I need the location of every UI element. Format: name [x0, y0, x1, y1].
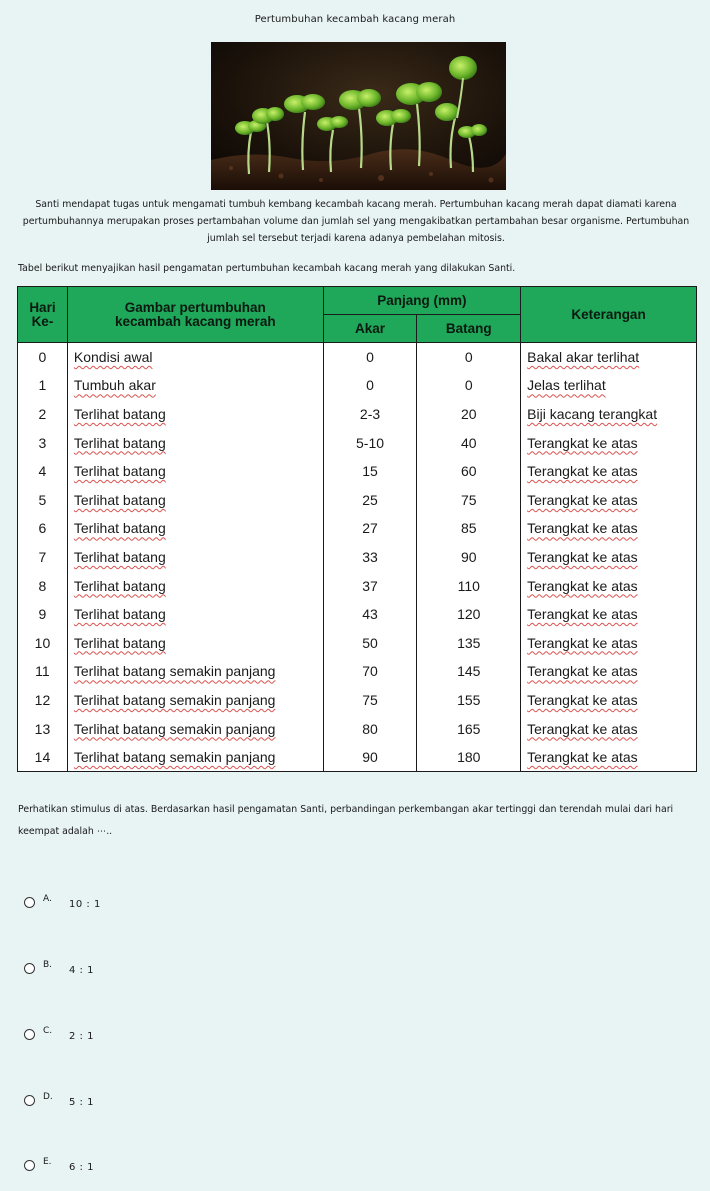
cell-root-text: 70 [362, 663, 378, 680]
cell-day [18, 714, 68, 743]
cell-picture [67, 485, 323, 514]
header-length: Panjang (mm) [323, 287, 520, 315]
cell-picture-text: Terlihat batang [73, 634, 166, 651]
header-note: Keterangan [521, 287, 697, 343]
cell-day [18, 428, 68, 457]
cell-picture [67, 686, 323, 715]
cell-day-text: 8 [38, 577, 47, 594]
option-letter: E. [43, 1157, 52, 1167]
cell-day [18, 371, 68, 400]
header-stem: Batang [417, 315, 521, 343]
cell-day-text: 12 [34, 691, 51, 708]
cell-day-text: 3 [38, 434, 47, 451]
cell-note [521, 343, 697, 372]
cell-note [521, 600, 697, 629]
cell-day-text: 14 [34, 748, 51, 765]
radio-button[interactable] [24, 963, 35, 974]
cell-stem [417, 571, 521, 600]
intro-paragraph: Santi mendapat tugas untuk mengamati tumbuh kembang kecambah kacang merah. Pertumbuhan kacang merah dapat diamati karena pertumbuhannya merupakan proses pertambahan volume dan jumlah sel yang mengakibatkan pertambahan besar organisme. Pertumbuhan jumlah sel tersebut terjadi karena adanya pembelahan mitosis. [22, 199, 690, 244]
header-day-line1: Hari [29, 299, 56, 315]
cell-root [323, 400, 417, 429]
table-row [18, 571, 697, 600]
cell-stem-text: 180 [457, 748, 481, 765]
cell-note [521, 457, 697, 486]
header-day [18, 287, 68, 343]
cell-root-text: 5-10 [356, 434, 385, 451]
cell-picture [67, 400, 323, 429]
cell-note-text: Terangkat ke atas [527, 691, 638, 708]
cell-day [18, 600, 68, 629]
cell-stem-text: 145 [457, 663, 481, 680]
cell-note [521, 743, 697, 772]
cell-root-text: 50 [362, 634, 378, 651]
option-d[interactable] [24, 1090, 94, 1110]
cell-day [18, 514, 68, 543]
option-e[interactable] [24, 1155, 94, 1175]
cell-picture-text: Terlihat batang [73, 520, 166, 537]
radio-button[interactable] [24, 1095, 35, 1106]
table-row [18, 657, 697, 686]
option-letter: D. [43, 1092, 53, 1102]
radio-button[interactable] [24, 1160, 35, 1171]
cell-picture-text: Tumbuh akar [73, 377, 156, 394]
header-picture-line2: kecambah kacang merah [114, 313, 276, 329]
cell-picture-text: Terlihat batang [73, 606, 166, 623]
cell-day-text: 1 [38, 377, 47, 394]
cell-note-text: Terangkat ke atas [527, 491, 638, 508]
cell-day-text: 6 [38, 520, 47, 537]
cell-root-text: 0 [366, 349, 374, 366]
cell-note-text: Terangkat ke atas [527, 606, 638, 623]
cell-root [323, 743, 417, 772]
cell-day-text: 4 [38, 463, 47, 480]
cell-note-text: Bakal akar terlihat [527, 349, 640, 366]
cell-note-text: Terangkat ke atas [527, 748, 638, 765]
cell-stem [417, 686, 521, 715]
header-picture-line1: Gambar pertumbuhan [124, 299, 266, 315]
cell-note-text: Terangkat ke atas [527, 548, 638, 565]
cell-root-text: 15 [362, 463, 378, 480]
cell-note [521, 686, 697, 715]
cell-root [323, 686, 417, 715]
cell-note [521, 371, 697, 400]
cell-root [323, 485, 417, 514]
cell-day-text: 13 [34, 720, 51, 737]
cell-root [323, 514, 417, 543]
cell-stem-text: 20 [460, 405, 477, 422]
cell-picture-text: Terlihat batang [73, 491, 166, 508]
cell-picture [67, 428, 323, 457]
cell-picture [67, 571, 323, 600]
table-row [18, 628, 697, 657]
cell-day-text: 5 [38, 491, 47, 508]
cell-stem-text: 85 [460, 520, 477, 537]
cell-stem-text: 135 [457, 634, 481, 651]
table-row [18, 543, 697, 572]
cell-stem-text: 0 [464, 349, 473, 366]
table-row [18, 485, 697, 514]
table-row [18, 457, 697, 486]
cell-stem [417, 400, 521, 429]
cell-day [18, 686, 68, 715]
radio-button[interactable] [24, 1029, 35, 1040]
cell-stem [417, 457, 521, 486]
cell-day [18, 343, 68, 372]
cell-day [18, 657, 68, 686]
cell-day [18, 400, 68, 429]
table-row [18, 400, 697, 429]
cell-root [323, 571, 417, 600]
table-row [18, 514, 697, 543]
cell-stem [417, 714, 521, 743]
option-text: 4 : 1 [69, 964, 94, 976]
cell-day-text: 0 [38, 349, 47, 366]
cell-note [521, 714, 697, 743]
cell-note-text: Terangkat ke atas [527, 663, 638, 680]
observation-table [17, 286, 697, 772]
cell-day [18, 485, 68, 514]
cell-root [323, 714, 417, 743]
cell-root [323, 371, 417, 400]
cell-note-text: Terangkat ke atas [527, 720, 638, 737]
cell-root [323, 343, 417, 372]
cell-note [521, 571, 697, 600]
cell-root-text: 25 [362, 491, 378, 508]
option-a[interactable] [24, 892, 101, 912]
cell-note-text: Terangkat ke atas [527, 634, 638, 651]
cell-picture [67, 600, 323, 629]
cell-picture-text: Terlihat batang [73, 577, 166, 594]
option-b[interactable] [24, 958, 94, 978]
cell-stem [417, 514, 521, 543]
cell-root-text: 80 [362, 720, 378, 737]
cell-stem-text: 75 [460, 491, 477, 508]
cell-root [323, 600, 417, 629]
cell-stem [417, 371, 521, 400]
cell-stem-text: 110 [457, 577, 480, 594]
cell-stem-text: 40 [460, 434, 477, 451]
cell-note [521, 400, 697, 429]
option-text: 10 : 1 [69, 898, 101, 910]
cell-picture [67, 714, 323, 743]
question-text: Perhatikan stimulus di atas. Berdasarkan hasil pengamatan Santi, perbandingan perkembangan akar tertinggi dan terendah mulai dari hari keempat adalah ⋯.. [18, 804, 674, 837]
cell-note-text: Jelas terlihat [527, 377, 606, 394]
cell-stem [417, 543, 521, 572]
cell-picture [67, 343, 323, 372]
cell-picture-text: Terlihat batang [73, 463, 166, 480]
cell-note [521, 628, 697, 657]
seedling-photo [211, 42, 506, 190]
cell-note [521, 485, 697, 514]
table-row [18, 743, 697, 772]
cell-day [18, 543, 68, 572]
cell-root [323, 543, 417, 572]
cell-picture-text: Terlihat batang [73, 405, 166, 422]
cell-stem-text: 90 [460, 548, 477, 565]
cell-picture [67, 657, 323, 686]
option-text: 2 : 1 [69, 1030, 94, 1042]
cell-stem-text: 155 [457, 691, 481, 708]
table-row [18, 714, 697, 743]
table-row [18, 428, 697, 457]
cell-note-text: Terangkat ke atas [527, 520, 638, 537]
cell-day-text: 9 [38, 606, 47, 623]
cell-stem [417, 743, 521, 772]
cell-picture-text: Terlihat batang semakin panjang [73, 663, 276, 680]
cell-root-text: 2-3 [359, 405, 381, 422]
radio-button[interactable] [24, 897, 35, 908]
cell-root-text: 33 [362, 548, 378, 565]
cell-note-text: Biji kacang terangkat [527, 405, 658, 422]
cell-picture-text: Terlihat batang semakin panjang [73, 691, 276, 708]
cell-picture-text: Terlihat batang [73, 548, 166, 565]
cell-root-text: 0 [366, 377, 374, 394]
cell-note [521, 657, 697, 686]
seedling-image [211, 42, 506, 190]
cell-day [18, 457, 68, 486]
cell-stem [417, 600, 521, 629]
page-title: Pertumbuhan kecambah kacang merah [254, 14, 456, 25]
option-letter: A. [43, 894, 52, 904]
cell-stem-text: 120 [457, 606, 481, 623]
cell-picture [67, 514, 323, 543]
cell-root-text: 43 [362, 606, 378, 623]
cell-stem [417, 485, 521, 514]
cell-picture-text: Terlihat batang semakin panjang [73, 720, 276, 737]
cell-picture [67, 628, 323, 657]
cell-note-text: Terangkat ke atas [527, 577, 638, 594]
cell-root-text: 90 [362, 748, 378, 765]
table-row [18, 371, 697, 400]
cell-root [323, 628, 417, 657]
cell-root [323, 428, 417, 457]
cell-picture [67, 457, 323, 486]
header-picture [67, 287, 323, 343]
option-letter: C. [43, 1026, 53, 1036]
table-row [18, 686, 697, 715]
cell-root [323, 457, 417, 486]
cell-picture-text: Terlihat batang semakin panjang [73, 748, 276, 765]
option-text: 5 : 1 [69, 1096, 94, 1108]
table-row [18, 343, 697, 372]
cell-root [323, 657, 417, 686]
table-row [18, 600, 697, 629]
cell-picture [67, 543, 323, 572]
cell-picture-text: Terlihat batang [73, 434, 166, 451]
header-day-line2: Ke- [31, 313, 54, 329]
cell-note [521, 543, 697, 572]
cell-day-text: 7 [38, 548, 47, 565]
cell-picture [67, 371, 323, 400]
cell-day [18, 571, 68, 600]
cell-note-text: Terangkat ke atas [527, 463, 638, 480]
cell-picture [67, 743, 323, 772]
cell-day-text: 2 [38, 405, 47, 422]
cell-day-text: 10 [34, 634, 51, 651]
cell-picture-text: Kondisi awal [73, 349, 153, 366]
cell-day-text: 11 [35, 663, 50, 680]
cell-root-text: 27 [362, 520, 378, 537]
option-text: 6 : 1 [69, 1161, 94, 1173]
cell-note-text: Terangkat ke atas [527, 434, 638, 451]
cell-note [521, 514, 697, 543]
option-letter: B. [43, 960, 53, 970]
cell-stem-text: 165 [457, 720, 481, 737]
cell-stem-text: 0 [464, 377, 473, 394]
header-root: Akar [323, 315, 417, 343]
cell-stem [417, 428, 521, 457]
cell-day [18, 628, 68, 657]
cell-root-text: 37 [362, 577, 378, 594]
table-caption: Tabel berikut menyajikan hasil pengamatan pertumbuhan kecambah kacang merah yang dilakukan Santi. [18, 263, 516, 274]
cell-stem [417, 343, 521, 372]
cell-root-text: 75 [362, 691, 378, 708]
option-c[interactable] [24, 1024, 94, 1044]
table-body [18, 343, 697, 772]
cell-stem [417, 628, 521, 657]
cell-note [521, 428, 697, 457]
cell-stem [417, 657, 521, 686]
cell-day [18, 743, 68, 772]
cell-stem-text: 60 [460, 463, 477, 480]
